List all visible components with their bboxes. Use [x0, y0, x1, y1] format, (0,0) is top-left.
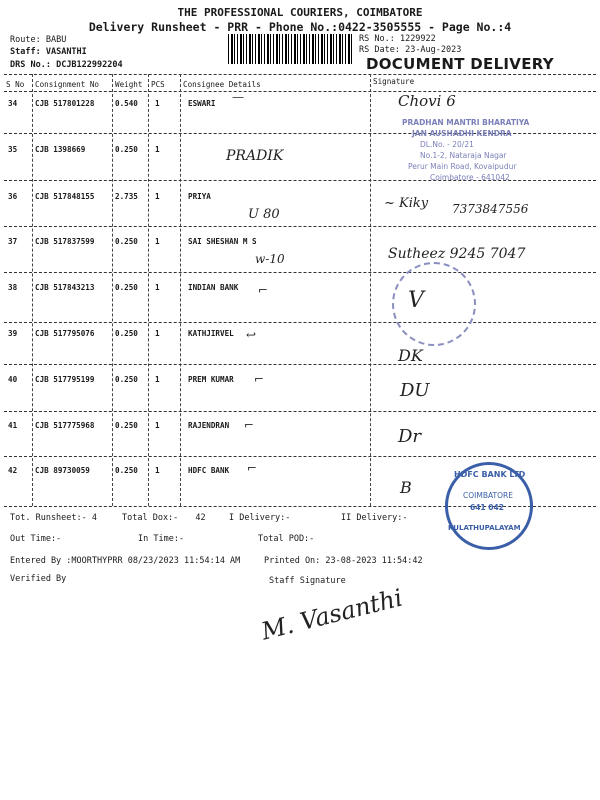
staff-value: VASANTHI [45, 47, 87, 57]
col-line [112, 74, 113, 506]
stamp-line: Perur Main Road, Kovaipudur [408, 162, 517, 171]
rs-no-label: RS No.: [359, 34, 395, 44]
phone-36: 7373847556 [452, 202, 529, 216]
tick-mark: ⌐ [247, 461, 258, 475]
tick-mark: ⌐ [258, 283, 269, 297]
row-sno: 39 [8, 329, 18, 338]
col-line [370, 74, 371, 506]
row-consignee: PREM KUMAR [188, 375, 234, 384]
rs-no-line [359, 34, 436, 44]
total-dox-value: 42 [195, 513, 206, 523]
row-consignment: CJB 517843213 [35, 283, 95, 292]
route-value: BABU [45, 35, 67, 45]
total-dox-label: Total Dox:- [122, 513, 179, 523]
col-line [148, 74, 149, 506]
drs-line [10, 60, 123, 70]
row-consignee: RAJENDRAN [188, 421, 230, 430]
route-line [10, 35, 66, 45]
tot-runsheet [10, 513, 97, 523]
in-time: In Time:- [138, 534, 185, 544]
col-sno: S No [6, 80, 25, 89]
handwritten-name-35: PRADIK [226, 148, 284, 164]
row-weight: 0.250 [115, 283, 138, 292]
rs-date-value: 23-Aug-2023 [405, 45, 462, 55]
row-pcs: 1 [155, 192, 160, 201]
tick-mark: ⌐ [244, 418, 255, 432]
signature-37: Sutheez 9245 7047 [388, 246, 526, 262]
barcode [228, 34, 353, 64]
stamp-line: Coimbatore - 641042 [430, 173, 510, 182]
row-pcs: 1 [155, 99, 160, 108]
row-sno: 37 [8, 237, 18, 246]
row-pcs: 1 [155, 466, 160, 475]
row-consignee: HDFC BANK [188, 466, 230, 475]
row-weight: 0.250 [115, 145, 138, 154]
row-sno: 35 [8, 145, 18, 154]
signature-38: V [408, 288, 424, 313]
tot-runsheet-label: Tot. Runsheet:- [10, 513, 87, 523]
stamp-line: COIMBATORE [463, 491, 513, 500]
tot-runsheet-value: 4 [91, 513, 98, 523]
signature-39: DK [398, 346, 423, 365]
divider [4, 364, 596, 365]
stamp-line: JAN AUSHADHI KENDRA [412, 129, 512, 138]
tick-mark: ↩ [246, 328, 257, 342]
document-delivery-title: DOCUMENT DELIVERY [366, 55, 554, 73]
row-sno: 38 [8, 283, 18, 292]
row-sno: 42 [8, 466, 18, 475]
rs-no-value: 1229922 [399, 34, 436, 44]
tick-mark: — [232, 90, 244, 104]
row-weight: 0.250 [115, 329, 138, 338]
route-label: Route: [10, 35, 41, 45]
printed-on: Printed On: 23-08-2023 11:54:42 [264, 556, 423, 566]
stamp-line: KULATHUPALAYAM [448, 524, 521, 532]
divider [4, 322, 596, 323]
ii-delivery: II Delivery:- [341, 513, 408, 523]
tick-mark: ⌐ [254, 372, 265, 386]
row-pcs: 1 [155, 283, 160, 292]
row-sno: 34 [8, 99, 18, 108]
row-consignment: CJB 517801228 [35, 99, 95, 108]
drs-label: DRS No.: [10, 60, 51, 70]
staff-signature: M. Vasanthi [258, 583, 406, 646]
row-consignee: PRIYA [188, 192, 211, 201]
row-sno: 40 [8, 375, 18, 384]
verified-by: Verified By [10, 574, 67, 584]
company-title: THE PROFESSIONAL COURIERS, COIMBATORE [177, 6, 423, 19]
staff-label: Staff: [10, 47, 41, 57]
row-pcs: 1 [155, 421, 160, 430]
total-dox [122, 513, 206, 523]
row-consignment: CJB 517795199 [35, 375, 95, 384]
divider [4, 74, 596, 75]
row-weight: 0.540 [115, 99, 138, 108]
row-consignee: KATHJIRVEL [188, 329, 234, 338]
row-pcs: 1 [155, 237, 160, 246]
col-line [180, 74, 181, 506]
row-weight: 2.735 [115, 192, 138, 201]
row-consignment: CJB 1398669 [35, 145, 86, 154]
row-sno: 41 [8, 421, 18, 430]
i-delivery: I Delivery:- [229, 513, 291, 523]
col-weight: Weight [115, 80, 143, 89]
stamp-line: 641 042 [470, 503, 504, 512]
signature-34: Chovi 6 [398, 92, 456, 110]
row-consignment: CJB 517837599 [35, 237, 95, 246]
row-weight: 0.250 [115, 421, 138, 430]
total-pod: Total POD:- [258, 534, 315, 544]
stamp-line: PRADHAN MANTRI BHARATIYA [402, 118, 530, 127]
handwritten-note-37: w-10 [255, 252, 285, 266]
handwritten-note-36: U 80 [248, 207, 280, 222]
runsheet-subtitle: Delivery Runsheet - PRR - Phone No.:0422-3505555 - Page No.:4 [88, 20, 512, 34]
divider [4, 272, 596, 273]
stamp-line: HDFC BANK LTD [454, 470, 526, 479]
signature-41: Dr [398, 426, 422, 447]
drs-value: DCJB122992204 [56, 60, 123, 70]
divider [4, 456, 596, 457]
row-pcs: 1 [155, 329, 160, 338]
row-consignment: CJB 517848155 [35, 192, 95, 201]
staff-line [10, 47, 87, 57]
row-consignee: SAI SHESHAN M S [188, 237, 257, 246]
row-weight: 0.250 [115, 466, 138, 475]
col-consignment: Consignment No [35, 80, 100, 89]
signature-42: B [400, 478, 412, 497]
signature-36: ~ Kiky [384, 196, 429, 211]
staff-signature-label: Staff Signature [269, 576, 346, 586]
row-weight: 0.250 [115, 375, 138, 384]
col-line [32, 74, 33, 506]
divider [4, 91, 596, 92]
out-time: Out Time:- [10, 534, 62, 544]
row-consignment: CJB 517775968 [35, 421, 95, 430]
row-consignee: INDIAN BANK [188, 283, 239, 292]
stamp-line: DL.No. - 20/21 [420, 140, 474, 149]
row-pcs: 1 [155, 145, 160, 154]
row-consignee: ESWARI [188, 99, 216, 108]
entered-by: Entered By :MOORTHYPRR 08/23/2023 11:54:14 AM [10, 556, 241, 566]
row-sno: 36 [8, 192, 18, 201]
rs-date-label: RS Date: [359, 45, 400, 55]
row-pcs: 1 [155, 375, 160, 384]
col-pcs: PCS [151, 80, 165, 89]
stamp-line: No.1-2, Nataraja Nagar [420, 151, 507, 160]
row-consignment: CJB 89730059 [35, 466, 90, 475]
rs-date-line [359, 45, 461, 55]
col-signature: Signature [373, 77, 415, 86]
signature-40: DU [400, 380, 430, 401]
col-consignee: Consignee Details [183, 80, 261, 89]
divider [4, 226, 596, 227]
round-stamp [392, 262, 476, 346]
row-consignment: CJB 517795076 [35, 329, 95, 338]
row-weight: 0.250 [115, 237, 138, 246]
divider [4, 411, 596, 412]
